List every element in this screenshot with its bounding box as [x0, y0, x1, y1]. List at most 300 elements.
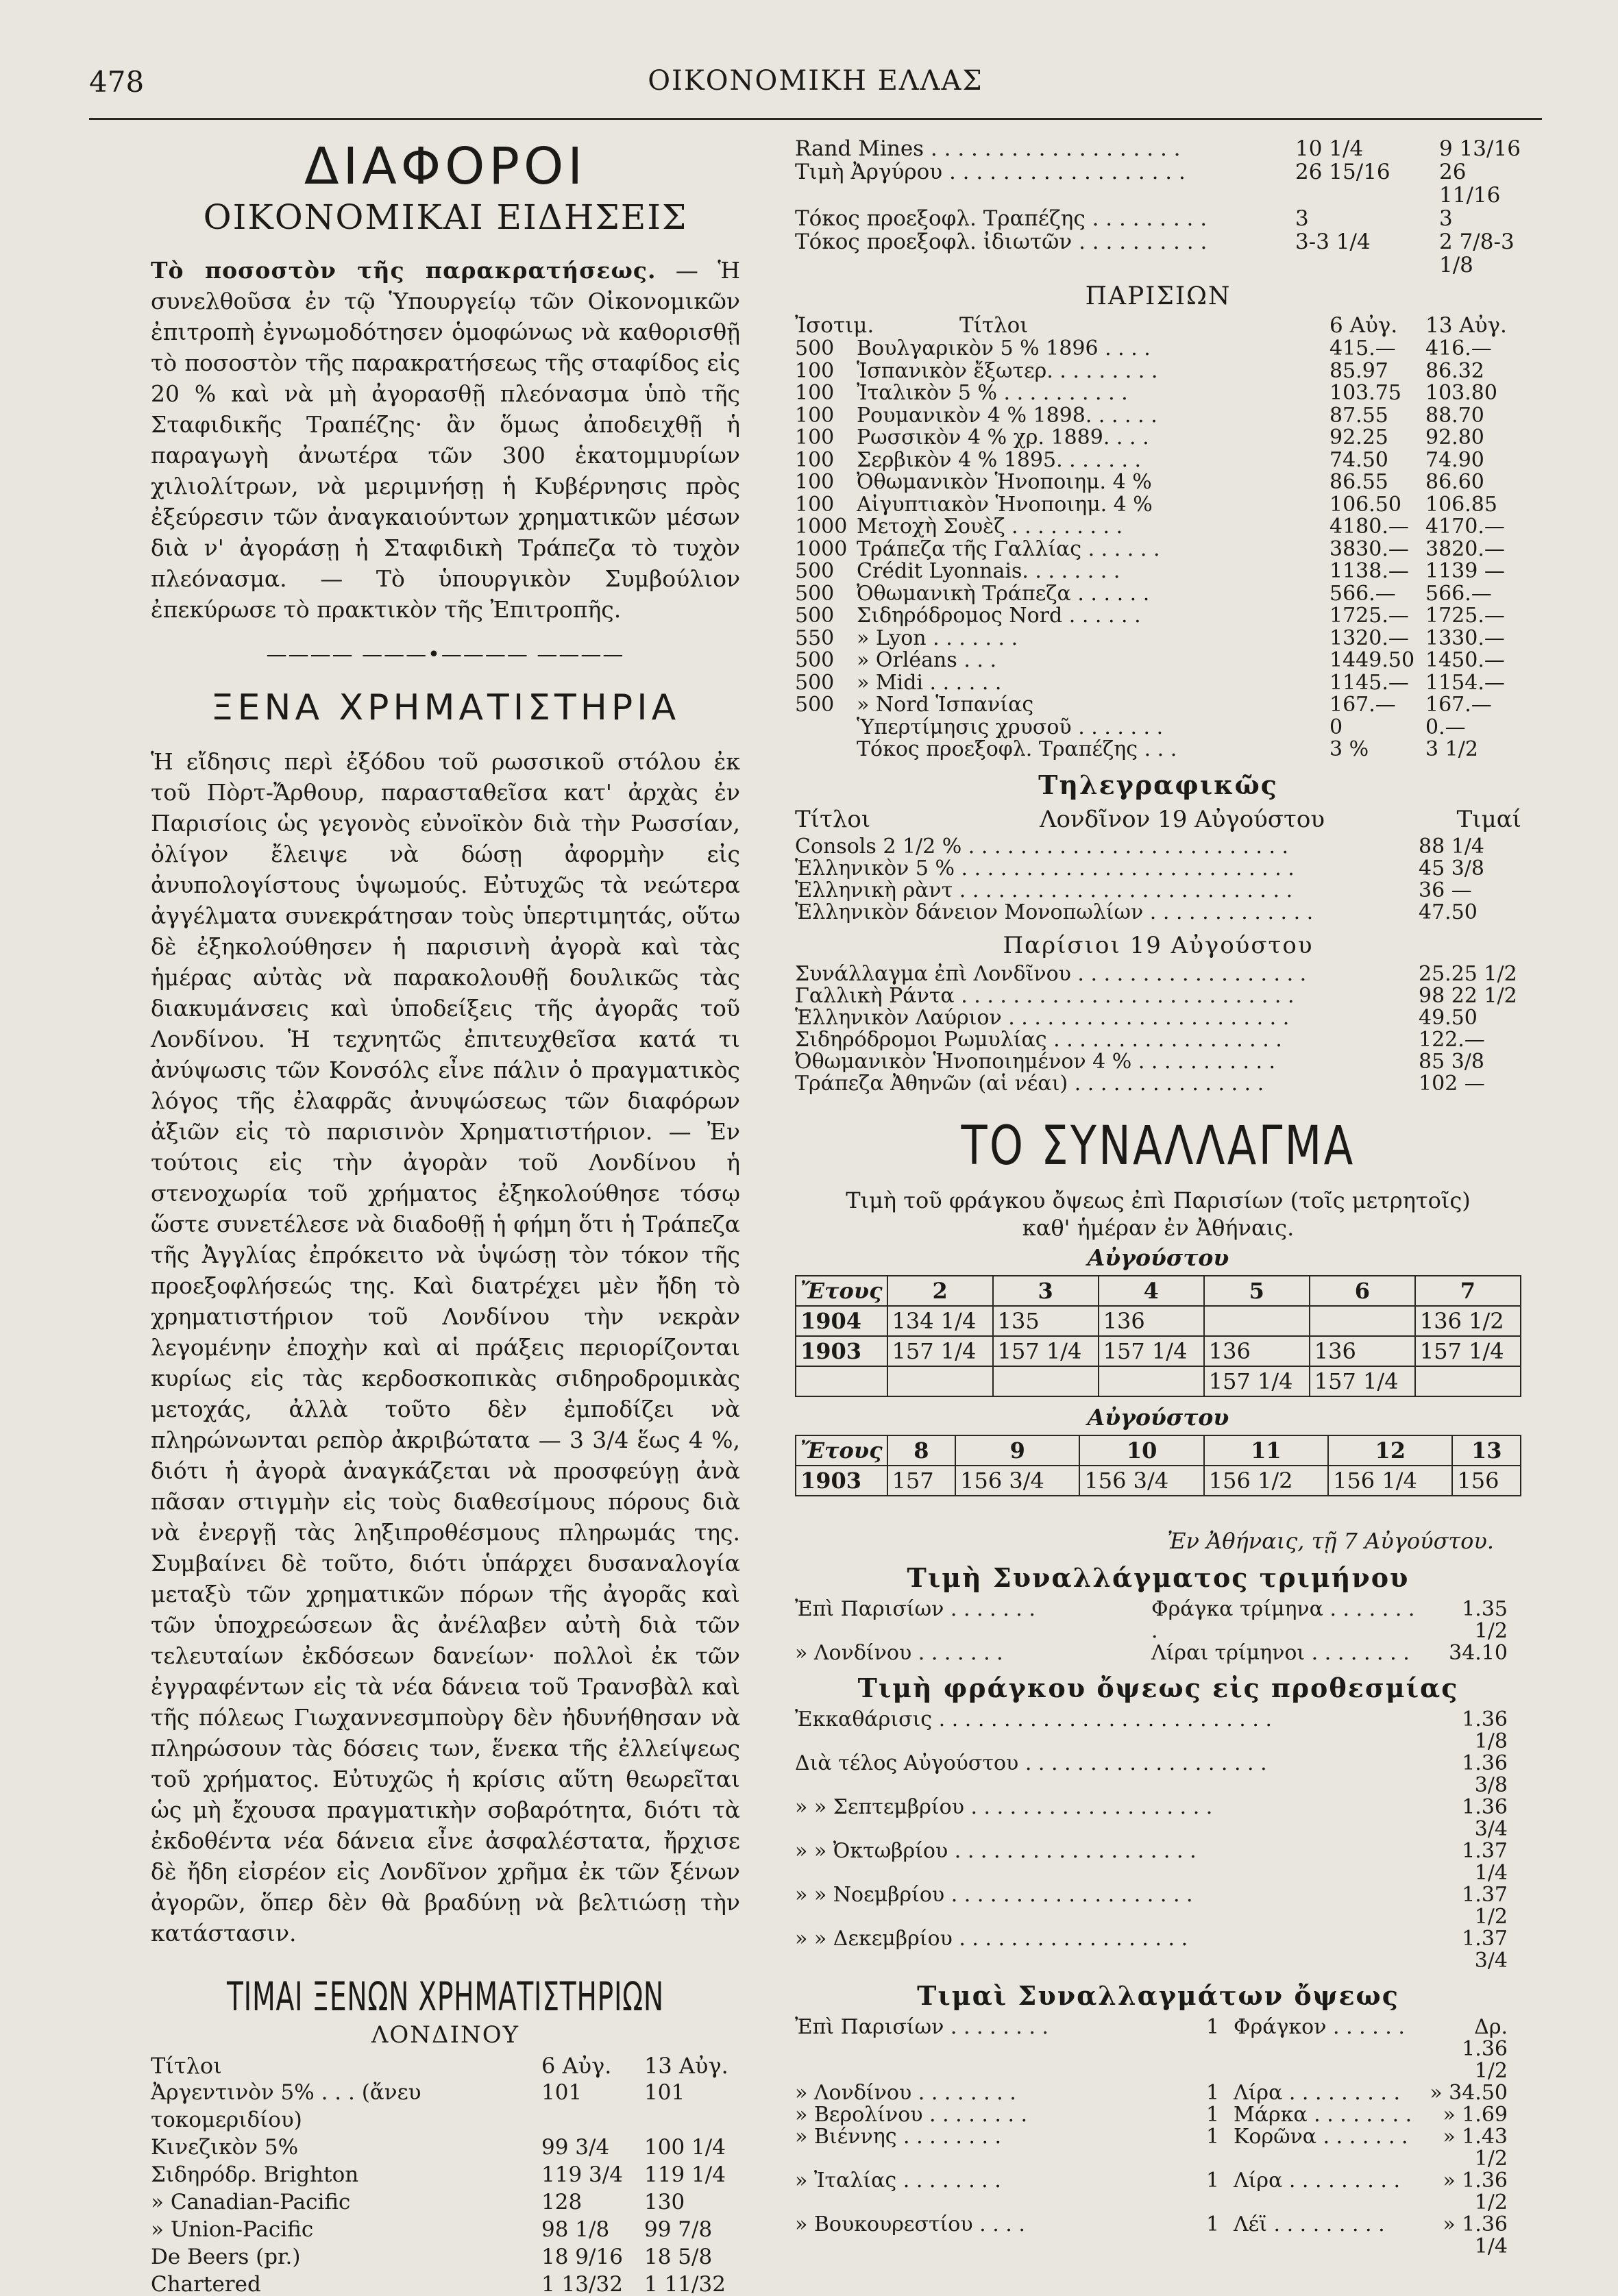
security-name: Σιδηρόδρομος Nord . . . . . .	[857, 604, 1141, 628]
security-name: » Orléans . . .	[857, 648, 996, 672]
table-row	[795, 2170, 1521, 2214]
table-row	[795, 1928, 1521, 1972]
month-label-1: Αὐγούστου	[1087, 1244, 1229, 1271]
security-name: Συνάλλαγμα ἐπὶ Λονδῖνου . . . . . . . . . . . . . . . . . .	[795, 961, 1307, 986]
security-name: Chartered	[151, 2272, 261, 2296]
day-header: 4	[1099, 1276, 1204, 1306]
table-row	[151, 2188, 740, 2216]
day-header: 2	[887, 1276, 993, 1306]
paris19-title: Παρίσιοι 19 Αὐγούστου	[1003, 931, 1314, 959]
prothesmia-table	[795, 1709, 1521, 1972]
table-row	[795, 836, 1521, 858]
parity-value: 100	[795, 447, 835, 472]
rate-cell	[1310, 1306, 1415, 1336]
telegraph-title: Τηλεγραφικῶς	[1038, 769, 1278, 800]
day-header: 13	[1452, 1435, 1521, 1466]
price: 85 3/8	[1419, 1049, 1484, 1074]
count: 1	[1206, 2014, 1220, 2039]
currency: Φράγκα τρίμηνα . . . . . . . .	[1151, 1596, 1415, 1643]
table-row	[795, 1753, 1521, 1797]
rate-cell: 134 1/4	[887, 1306, 993, 1336]
count: 1	[1206, 2124, 1220, 2149]
price-date2: 99 7/8	[644, 2217, 713, 2242]
term: » » Δεκεμβρίου . . . . . . . . . . . . . . . . . .	[795, 1926, 1188, 1951]
london-table	[151, 2079, 740, 2296]
security-name: » Union-Pacific	[151, 2217, 314, 2242]
rate-cell	[1099, 1366, 1204, 1396]
term: Ἐκκαθάρισις . . . . . . . . . . . . . . . . . . . . . . . . . .	[795, 1707, 1272, 1731]
price-date1: 119 3/4	[541, 2162, 623, 2187]
price-date2: 101	[644, 2080, 685, 2105]
table-row	[151, 2243, 740, 2271]
security-name: Crédit Lyonnais. . . . . . . .	[857, 559, 1120, 583]
place: » Ἰταλίας . . . . . . . .	[795, 2168, 1001, 2193]
table-row	[795, 230, 1521, 277]
day-header: 12	[1328, 1435, 1452, 1466]
table-row	[795, 605, 1521, 628]
opseos-table	[795, 2016, 1521, 2258]
currency: Μάρκα . . . . . . . .	[1234, 2102, 1412, 2127]
price: 49.50	[1419, 1005, 1478, 1030]
price-date2: 18 5/8	[644, 2245, 713, 2269]
currency: Λίραι τρίμηνοι . . . . . . . .	[1151, 1640, 1410, 1665]
currency: Λέϊ . . . . . . . . .	[1234, 2212, 1385, 2236]
table-row	[151, 2161, 740, 2188]
rate-cell: 135	[993, 1306, 1099, 1336]
price-date1: 3 %	[1329, 737, 1369, 761]
price: 45 3/8	[1419, 856, 1484, 880]
year-cell: 1904	[796, 1306, 887, 1336]
rate-cell	[887, 1366, 993, 1396]
term: » » Σεπτεμβρίου . . . . . . . . . . . . . . . . . . .	[795, 1794, 1213, 1819]
table-row	[796, 1366, 1521, 1396]
price: 122.—	[1419, 1027, 1485, 1052]
rate-cell	[993, 1366, 1099, 1396]
price-date1: 1725.—	[1329, 604, 1409, 628]
security-name: Κινεζικὸν 5%	[151, 2135, 299, 2160]
table-row	[795, 1642, 1521, 1664]
parity-value: 500	[795, 559, 835, 583]
article-lead: Τὸ ποσοστὸν τῆς παρακρατήσεως.	[151, 257, 657, 284]
table-row	[151, 2134, 740, 2161]
price-date2: 106.85	[1425, 492, 1497, 517]
article-body: — Ἡ συνελθοῦσα ἐν τῷ Ὑπουργείῳ τῶν Οἰκονομικῶν ἐπιτροπὴ ἐγνωμοδότησεν ὁμοφώνως νὰ καθορισθῇ τὸ ποσοστὸν τῆς παρακρατήσεως τῆς σταφίδος εἰς 20 % καὶ νὰ μὴ ἀγορασθῇ πλεόνασμα ὑπὸ τῆς Σταφιδικῆς Τραπέζης· ἂν ὅμως ἀποδειχθῇ ἡ παραγωγὴ ἀνωτέρα τῶν 300 ἑκατομμυρίων χιλιολίτρων, νὰ μεριμνήσῃ ἡ Κυβέρνησις πρὸς ἐξεύρεσιν τῶν ἀναγκαιούντων χρηματικῶν μέσων διὰ ν' ἀγοράσῃ ἡ Σταφιδικὴ Τράπεζα τὸ τυχὸν πλεόνασμα. — Τὸ ὑπουργικὸν Συμβούλιον ἐπεκύρωσε τὸ πρακτικὸν τῆς Ἐπιτροπῆς.	[151, 257, 740, 623]
price-date1: 3830.—	[1329, 536, 1409, 561]
price-date2: 86.32	[1425, 358, 1484, 383]
table-row	[795, 516, 1521, 539]
rate-cell	[1415, 1366, 1521, 1396]
security-name: Ὀθωμανικὸν Ἡνοποιημένον 4 % . . . . . . . . . . .	[795, 1049, 1276, 1074]
section-title-foreign-exchanges: ΞΕΝΑ ΧΡΗΜΑΤΙΣΤΗΡΙΑ	[210, 687, 681, 728]
rate-cell: 136	[1310, 1336, 1415, 1366]
col-date2: 13 Αὐγ.	[644, 2053, 728, 2079]
price-date1: 87.55	[1329, 403, 1388, 428]
price-date2: 3	[1439, 206, 1453, 231]
table-header-row	[796, 1276, 1521, 1306]
rate-cell: 156 1/4	[1328, 1466, 1452, 1496]
rate-cell: 136	[1099, 1306, 1204, 1336]
price-date2: 9 13/16	[1439, 136, 1521, 161]
parity-value: 100	[795, 425, 835, 449]
rate: Δρ. 1.36 1/2	[1462, 2014, 1508, 2083]
count: 1	[1206, 2080, 1220, 2105]
price-date1: 103.75	[1329, 381, 1401, 405]
place: » Λονδίνου . . . . . . . .	[795, 2080, 1016, 2105]
day-header: 10	[1079, 1435, 1203, 1466]
table-row	[795, 427, 1521, 449]
table-row	[795, 1051, 1521, 1073]
table-row	[795, 583, 1521, 606]
currency: Λίρα . . . . . . . . .	[1234, 2080, 1400, 2105]
security-name: » Nord Ἱσπανίας	[857, 693, 1034, 717]
table-row	[795, 137, 1521, 160]
security-name: Ἑλληνικὸν Λαύριον . . . . . . . . . . . . . . . . . . . . . .	[795, 1005, 1290, 1030]
table-row	[796, 1306, 1521, 1336]
table-row	[795, 338, 1521, 360]
col-date1: 6 Αὐγ.	[541, 2053, 612, 2079]
price-date1: 566.—	[1329, 581, 1396, 606]
security-name: » Lyon . . . . . . .	[857, 626, 1018, 650]
synallagma-subtitle-1: Τιμὴ τοῦ φράγκου ὄψεως ἐπὶ Παρισίων (τοῖς μετρητοῖς)	[846, 1187, 1471, 1213]
table-row	[795, 963, 1521, 985]
table-row	[796, 1466, 1521, 1496]
price-date1: 3	[1295, 206, 1309, 231]
dateline: Ἐν Ἀθήναις, τῇ 7 Αὐγούστου.	[1167, 1527, 1494, 1554]
left-column	[151, 137, 740, 2296]
rate-cell: 157 1/4	[1204, 1366, 1310, 1396]
exchange-table-2	[795, 1435, 1521, 1496]
price-date1: 18 9/16	[541, 2245, 623, 2269]
rate: 1.37 1/2	[1462, 1882, 1508, 1929]
table-row	[151, 2271, 740, 2296]
parity-value: 100	[795, 492, 835, 517]
price-date1: 4180.—	[1329, 515, 1409, 539]
rate: » 1.43 1/2	[1443, 2124, 1508, 2171]
price: 36 —	[1419, 878, 1472, 902]
table-row	[795, 985, 1521, 1007]
price-date1: 0	[1329, 715, 1343, 739]
day-header: 5	[1204, 1276, 1310, 1306]
security-name: Σιδηρόδρομοι Ρωμυλίας . . . . . . . . . . . . . . . . . .	[795, 1027, 1282, 1052]
table-row	[795, 536, 1521, 561]
rate-cell: 157 1/4	[1415, 1336, 1521, 1366]
rate: 1.36 1/8	[1462, 1707, 1508, 1753]
price-date2: 1154.—	[1425, 670, 1505, 695]
parity-value: 500	[795, 604, 835, 628]
price-date1: 92.25	[1329, 425, 1388, 449]
price-date2: 100 1/4	[644, 2135, 726, 2160]
table-row	[795, 1840, 1521, 1884]
day-header: 11	[1204, 1435, 1328, 1466]
security-name: Τόκος προεξοφλ. Τραπέζης . . .	[857, 737, 1177, 761]
rate-cell: 157 1/4	[1310, 1366, 1415, 1396]
security-name: Ρωσσικὸν 4 % χρ. 1889. . . .	[857, 425, 1149, 449]
section-title-diaforoi: ΔΙΑΦΟΡΟΙ	[304, 137, 587, 196]
year-cell: 1903	[796, 1336, 887, 1366]
parity-value: 100	[795, 358, 835, 383]
place: » Βουκουρεστίου . . . .	[795, 2212, 1025, 2236]
parity-value: 550	[795, 626, 835, 650]
col-london-date: Λονδῖνον 19 Αὐγούστου	[1039, 805, 1325, 833]
page-number: 478	[89, 65, 145, 99]
day-header: 3	[993, 1276, 1099, 1306]
table-row	[795, 1884, 1521, 1928]
london19-table	[795, 836, 1521, 924]
rate-cell: 156 1/2	[1204, 1466, 1328, 1496]
table-row	[795, 739, 1521, 761]
security-name: Σιδηρόδρ. Brighton	[151, 2162, 359, 2187]
london-continued-table	[795, 137, 1521, 277]
price-date1: 1138.—	[1329, 559, 1409, 583]
table-row	[796, 1336, 1521, 1366]
price-date2: 1330.—	[1425, 626, 1505, 650]
rate: 1.37 3/4	[1462, 1926, 1508, 1973]
security-name: Ρουμανικὸν 4 % 1898. . . . . .	[857, 403, 1157, 428]
page-header	[89, 65, 1542, 120]
table-row	[795, 160, 1521, 207]
parity-value: 100	[795, 470, 835, 494]
parity-value: 500	[795, 648, 835, 672]
price-date2: 3 1/2	[1425, 737, 1478, 761]
term: Διὰ τέλος Αὐγούστου . . . . . . . . . . . . . . . . . . .	[795, 1751, 1267, 1775]
rate: » 1.36 1/2	[1443, 2168, 1508, 2214]
place: » Βερολίνου . . . . . . . .	[795, 2102, 1028, 2127]
price-date2: 2 7/8-3 1/8	[1439, 230, 1515, 277]
rate-cell	[1204, 1306, 1310, 1336]
table-row	[795, 1794, 1521, 1841]
price: 98 22 1/2	[1419, 983, 1517, 1008]
rate-cell: 156	[1452, 1466, 1521, 1496]
count: 1	[1206, 2168, 1220, 2193]
security-name: Μετοχὴ Σουὲζ . . . . . . . . .	[857, 515, 1123, 539]
security-name: Τιμὴ Ἀργύρου . . . . . . . . . . . . . . . . . .	[795, 160, 1186, 184]
rate: 1.35 1/2	[1462, 1596, 1508, 1643]
term: » » Ὀκτωβρίου . . . . . . . . . . . . . . . . . . .	[795, 1838, 1197, 1863]
london-subtitle: ΛΟΝΔΙΝΟΥ	[371, 2021, 520, 2049]
security-name: Rand Mines . . . . . . . . . . . . . . . . . . .	[795, 136, 1181, 161]
price-date1: 98 1/8	[541, 2217, 610, 2242]
rate-cell: 157	[887, 1466, 956, 1496]
security-name: Ἑλληνικὴ ρὰντ . . . . . . . . . . . . . . . . . . . . . . . . . .	[795, 878, 1293, 902]
price-date2: 167.—	[1425, 693, 1492, 717]
parity-value: 500	[795, 693, 835, 717]
parity-value: 500	[795, 670, 835, 695]
year-cell	[796, 1366, 887, 1396]
rate: » 34.50	[1430, 2080, 1508, 2105]
exchange-table-1	[795, 1275, 1521, 1397]
article-foreign-exchanges: Ἡ εἴδησις περὶ ἐξόδου τοῦ ρωσσικοῦ στόλου ἐκ τοῦ Πὸρτ-Ἄρθουρ, παρασταθεῖσα κατ' ἀρχὰς ἐν Παρισίοις ὡς γεγονὸς εὐνοϊκὸν διὰ τὴν Ρωσσίαν, ὀλίγον ἔλειψε νὰ δώσῃ ἀφορμὴν εἰς ἀνυπολογίστους ὑψωμούς. Εὐτυχῶς τὰ νεώτερα ἀγγέλματα συνεκράτησαν τοὺς ὑπερτιμητάς, οὕτω δὲ ἐξηκολούθησεν ἡ παρισινὴ ἀγορὰ καὶ τὰς ἡμέρας αὐτὰς νὰ παρακολουθῇ δουλικῶς τὰς διακυμάνσεις καὶ ὑποδείξεις τῆς ἀγορᾶς τοῦ Λονδίνου. Ἡ τεχνητῶς ἐπιτευχθεῖσα κατά τι ἀνύψωσις τῶν Κονσόλς εἶνε πάλιν ὁ πραγματικὸς λόγος τῆς ἐλαφρᾶς ἀνυψώσεως τῶν διαφόρων ἀξιῶν εἰς τὸ παρισινὸν Χρηματιστήριον. — Ἐν τούτοις εἰς τὴν ἀγορὰν τοῦ Λονδίνου ἡ στενοχωρία τοῦ χρήματος ἐξηκολούθησε τόσῳ ὥστε συνετέλεσε νὰ διαδοθῇ ἡ φήμη ὅτι ἡ Τράπεζα τῆς Ἀγγλίας ἐπρόκειτο νὰ ὑψώσῃ τὸν τόκον τῆς προεξοφλήσεώς της. Καὶ διατρέχει μὲν ἤδη τὸ χρηματιστήριον τοῦ Λονδίνου τὴν νεκρὰν λεγομένην ἐποχὴν καὶ αἱ πράξεις περιορίζονται κυρίως εἰς τὰς κερδοσκοπικὰς σιδηροδρομικὰς μετοχάς, ἀλλὰ τοῦτο δὲν ἐμποδίζει νὰ πληρώνωνται ρεπὸρ ἀκριβώτατα — 3 3/4 ἕως 4 %, διότι ἡ ἀγορὰ ἀναγκάζεται νὰ προσφεύγῃ ἀνὰ πᾶσαν στιγμὴν εἰς τοὺς διαθεσίμους πόρους διὰ νὰ ἐνεργῇ τὰς ληξιπροθέσμους πληρωμάς της. Συμβαίνει δὲ τοῦτο, διότι ὑπάρχει δυσαναλογία μεταξὺ τῶν χρηματικῶν πόρων τῆς ἀγορᾶς καὶ τῶν ὑποχρεώσεων ἃς ἀνέλαβεν αὐτὴ διὰ τῶν τελευταίων ἐκδόσεων δανείων· πολλοὶ ἐκ τῶν ἐγγραφέντων εἰς τὰ νέα δάνεια τοῦ Τρανσβὰλ καὶ τῆς πόλεως Γιωχαννεσμποὺργ δὲν ἠδυνήθησαν νὰ πληρώσουν τὰς δόσεις των, ἕνεκα τῆς ἐλλείψεως τοῦ χρήματος. Εὐτυχῶς ἡ κρίσις αὕτη θεωρεῖται ὡς μὴ ἔχουσα πραγματικὴν σοβαρότητα, διότι τὰ ἐκδοθέντα νέα δάνεια εἶνε ἀσφαλέστατα, ἤρχισε δὲ ἤδη εἰσρέον εἰς Λονδῖνον χρῆμα ἐκ τῶν ξένων ἀγορῶν, ὅπερ δὲν θὰ βραδύνῃ νὰ βελτιώσῃ τὴν κατάστασιν.	[151, 748, 740, 1947]
count: 1	[1206, 2212, 1220, 2236]
security-name: Ἱσπανικὸν ἔξωτερ. . . . . . . . .	[857, 358, 1158, 383]
price-date2: 74.90	[1425, 447, 1484, 472]
rate-cell: 157 1/4	[887, 1336, 993, 1366]
security-name: Ἀργεντινὸν 5% . . . (ἄνευ τοκομεριδίου)	[151, 2080, 421, 2132]
table-row	[795, 694, 1521, 717]
table-header-row	[796, 1435, 1521, 1466]
security-name: Ἑλληνικὸν 5 % . . . . . . . . . . . . . . . . . . . . . . . . . .	[795, 856, 1295, 880]
table-row	[795, 672, 1521, 695]
rate-cell: 157 1/4	[1099, 1336, 1204, 1366]
place: » Βιέννης . . . . . . . .	[795, 2124, 1002, 2149]
rate-cell: 157 1/4	[993, 1336, 1099, 1366]
security-name: Τόκος προεξοφλ. ἰδιωτῶν . . . . . . . . . .	[795, 230, 1208, 254]
table-row	[795, 628, 1521, 650]
journal-title: ΟΙΚΟΝΟΜΙΚΗ ΕΛΛΑΣ	[648, 65, 983, 97]
table-row	[795, 1029, 1521, 1051]
table-row	[795, 207, 1521, 230]
section-divider: ———— ———•———— ————	[266, 643, 625, 667]
security-name: Τράπεζα τῆς Γαλλίας . . . . . .	[857, 536, 1160, 561]
price-date1: 1145.—	[1329, 670, 1409, 695]
synallagma-title: ΤΟ ΣΥΝΑΛΛΑΓΜΑ	[961, 1115, 1356, 1177]
col-title: Τίτλοι	[151, 2053, 222, 2079]
table-row	[795, 1709, 1521, 1753]
price: 25.25 1/2	[1419, 961, 1517, 986]
section-title-foreign-prices: ΤΙΜΑΙ ΞΕΝΩΝ ΧΡΗΜΑΤΙΣΤΗΡΙΩΝ	[227, 1973, 664, 2020]
table-row	[795, 650, 1521, 672]
security-name: Ὑπερτίμησις χρυσοῦ . . . . . . .	[857, 715, 1164, 739]
price: 47.50	[1419, 900, 1478, 924]
parity-value: 1000	[795, 536, 848, 561]
rate: 1.36 3/8	[1462, 1751, 1508, 1797]
security-name: Τράπεζα Ἀθηνῶν (αἱ νέαι) . . . . . . . . . . . . . . .	[795, 1071, 1264, 1096]
security-name: » Midi . . . . . .	[857, 670, 1002, 695]
opseos-title: Τιμαὶ Συναλλαγμάτων ὄψεως	[917, 1979, 1399, 2011]
price-date1: 128	[541, 2190, 583, 2214]
rate: » 1.69	[1443, 2102, 1508, 2127]
price-date1: 10 1/4	[1295, 136, 1364, 161]
col-date2: 13 Αὐγ.	[1425, 313, 1507, 338]
place: Ἐπὶ Παρισίων . . . . . . . .	[795, 2014, 1049, 2039]
table-row	[795, 560, 1521, 583]
security-name: Ἑλληνικὸν δάνειον Μονοπωλίων . . . . . . . . . . . . .	[795, 900, 1314, 924]
table-row	[795, 902, 1521, 924]
year-label: Ἔτους	[796, 1435, 887, 1466]
security-name: Βουλγαρικὸν 5 % 1896 . . . .	[857, 336, 1151, 360]
telegraph-header	[795, 806, 1521, 833]
col-parity: Ἰσοτιμ.	[795, 313, 874, 338]
col-title: Τίτλοι	[959, 313, 1029, 338]
table-row	[795, 2082, 1521, 2104]
parity-value: 100	[795, 381, 835, 405]
section-subtitle-economic-news: ΟΙΚΟΝΟΜΙΚΑΙ ΕΙΔΗΣΕΙΣ	[203, 197, 688, 237]
security-name: Consols 2 1/2 % . . . . . . . . . . . . . . . . . . . . . . . . .	[795, 834, 1289, 859]
price-date1: 74.50	[1329, 447, 1388, 472]
price-date2: 1 11/32	[644, 2272, 726, 2296]
price-date1: 1320.—	[1329, 626, 1409, 650]
table-row	[795, 2016, 1521, 2082]
price-date2: 103.80	[1425, 381, 1497, 405]
price-date1: 101	[541, 2080, 583, 2105]
price-date1: 3-3 1/4	[1295, 230, 1371, 254]
london-table-header	[151, 2053, 740, 2079]
table-row	[795, 717, 1521, 739]
paris-table	[795, 338, 1521, 761]
article-raisin-retention	[151, 255, 740, 625]
price-date2: 4170.—	[1425, 515, 1505, 539]
security-name: » Canadian-Pacific	[151, 2190, 351, 2214]
table-row	[795, 360, 1521, 383]
price-date1: 1449.50	[1329, 648, 1415, 672]
parity-value	[795, 717, 850, 739]
rate: » 1.36 1/4	[1443, 2212, 1508, 2258]
price-date1: 26 15/16	[1295, 160, 1390, 184]
synallagma-subtitle-2: καθ' ἡμέραν ἐν Ἀθήναις.	[1022, 1214, 1295, 1241]
col-date1: 6 Αὐγ.	[1329, 313, 1398, 338]
rate-cell: 136 1/2	[1415, 1306, 1521, 1336]
day-header: 8	[887, 1435, 956, 1466]
currency: Φράγκον . . . . . .	[1234, 2014, 1405, 2039]
trimina-table	[795, 1598, 1521, 1664]
price-date1: 86.55	[1329, 470, 1388, 494]
day-header: 7	[1415, 1276, 1521, 1306]
price-date2: 26 11/16	[1439, 160, 1501, 208]
rate-cell: 156 3/4	[1079, 1466, 1203, 1496]
table-row	[795, 471, 1521, 494]
security-name: Αἰγυπτιακὸν Ἡνοποιημ. 4 %	[857, 492, 1153, 517]
price: 88 1/4	[1419, 834, 1484, 859]
table-row	[795, 1598, 1521, 1642]
price-date1: 1 13/32	[541, 2272, 623, 2296]
price-date1: 106.50	[1329, 492, 1401, 517]
paris-title: ΠΑΡΙΣΙΩΝ	[1085, 282, 1231, 310]
price-date2: 566.—	[1425, 581, 1492, 606]
table-row	[795, 2214, 1521, 2258]
parity-value: 500	[795, 581, 835, 606]
price-date1: 415.—	[1329, 336, 1396, 360]
place: Ἐπὶ Παρισίων . . . . . . .	[795, 1596, 1035, 1621]
price-date2: 1139 —	[1425, 559, 1505, 583]
table-row	[795, 880, 1521, 902]
security-name: Τόκος προεξοφλ. Τραπέζης . . . . . . . . .	[795, 206, 1208, 231]
table-row	[795, 2104, 1521, 2126]
parity-value	[795, 739, 850, 761]
paris-table-header	[795, 313, 1521, 338]
place: » Λονδίνου . . . . . . .	[795, 1640, 1003, 1665]
price-date2: 119 1/4	[644, 2162, 726, 2187]
count: 1	[1206, 2102, 1220, 2127]
paris19-table	[795, 963, 1521, 1095]
right-column	[795, 137, 1521, 2258]
currency: Κορῶνα . . . . . . .	[1234, 2124, 1408, 2149]
table-row	[795, 405, 1521, 428]
parity-value: 500	[795, 336, 835, 360]
rate-cell: 136	[1204, 1336, 1310, 1366]
table-row	[795, 494, 1521, 517]
term: » » Νοεμβρίου . . . . . . . . . . . . . . . . . . .	[795, 1882, 1193, 1907]
price: 102 —	[1419, 1071, 1485, 1096]
year-label: Ἔτους	[796, 1276, 887, 1306]
col-prices: Τιμαί	[1456, 805, 1521, 833]
rate: 1.37 1/4	[1462, 1838, 1508, 1885]
day-header: 9	[955, 1435, 1079, 1466]
security-name: De Beers (pr.)	[151, 2245, 301, 2269]
price-date2: 1450.—	[1425, 648, 1505, 672]
security-name: Γαλλικὴ Ράντα . . . . . . . . . . . . . . . . . . . . . . . . . .	[795, 983, 1295, 1008]
security-name: Ὀθωμανικὸν Ἡνοποιημ. 4 %	[857, 470, 1152, 494]
table-row	[151, 2079, 740, 2134]
security-name: Ὀθωμανικὴ Τράπεζα . . . . . .	[857, 581, 1150, 606]
price-date2: 3820.—	[1425, 536, 1505, 561]
price-date2: 0.—	[1425, 715, 1466, 739]
month-label-2: Αὐγούστου	[1087, 1403, 1229, 1431]
security-name: Σερβικὸν 4 % 1895. . . . . . .	[857, 447, 1142, 472]
price-date2: 1725.—	[1425, 604, 1505, 628]
price-date2: 416.—	[1425, 336, 1492, 360]
parity-value: 1000	[795, 515, 848, 539]
price-date2: 88.70	[1425, 403, 1484, 428]
table-row	[795, 449, 1521, 472]
